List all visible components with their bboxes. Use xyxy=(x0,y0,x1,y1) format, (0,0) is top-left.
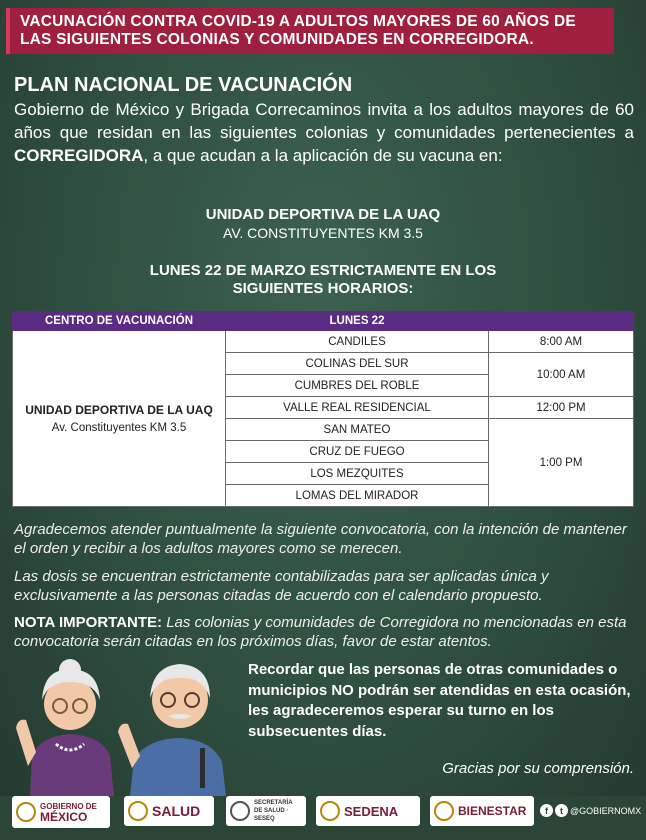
colonia-cell: LOMAS DEL MIRADOR xyxy=(226,485,489,507)
colonia-cell: VALLE REAL RESIDENCIAL xyxy=(226,397,489,419)
colonia-cell: SAN MATEO xyxy=(226,419,489,441)
sedena-label: SEDENA xyxy=(344,803,399,819)
center-name: UNIDAD DEPORTIVA DE LA UAQ xyxy=(25,403,213,417)
intro-bold-municipio: CORREGIDORA xyxy=(14,146,144,165)
bienestar-label: BIENESTAR xyxy=(458,804,527,818)
center-cell xyxy=(13,331,226,507)
hour-cell: 1:00 PM xyxy=(489,419,634,507)
footer-logos xyxy=(0,796,646,840)
gracias-text: Gracias por su comprensión. xyxy=(442,760,634,777)
colonia-cell: CUMBRES DEL ROBLE xyxy=(226,375,489,397)
date-line-2: SIGUIENTES HORARIOS: xyxy=(232,280,414,297)
social-handle: @GOBIERNOMX xyxy=(570,805,642,816)
gob-line-2: MÉXICO xyxy=(40,810,88,824)
banner-line-1: VACUNACIÓN CONTRA COVID-19 A ADULTOS MAYORES DE 60 AÑOS DE xyxy=(20,13,576,30)
gobierno-mexico-logo xyxy=(12,796,110,828)
intro-paragraph xyxy=(14,98,634,167)
intro-text-1: Gobierno de México y Brigada Correcaminos invita a los adultos mayores de 60 años que residan en las siguientes colonias y comunidades pertenecientes a xyxy=(14,100,634,142)
nota-text: Las colonias y comunidades de Corregidora no mencionadas en esta convocatoria serán citadas en los próximos días, favor de estar atentos. xyxy=(14,614,627,650)
header-hora xyxy=(489,312,634,331)
recordar-notice: Recordar que las personas de otras comunidades o municipios NO podrán ser atendidas en esta ocasión, les agradeceremos esperar su turno en los subsecuentes días. xyxy=(248,661,631,740)
intro-text-2: , a que acudan a la aplicación de su vacuna en: xyxy=(143,146,503,165)
plan-title: PLAN NACIONAL DE VACUNACIÓN xyxy=(14,74,353,96)
venue-name: UNIDAD DEPORTIVA DE LA UAQ xyxy=(205,206,441,223)
hour-cell: 12:00 PM xyxy=(489,397,634,419)
seseq-logo xyxy=(226,796,306,826)
eagle-seal-icon xyxy=(16,802,36,822)
banner-line-2: LAS SIGUIENTES COLONIAS Y COMUNIDADES EN CORREGIDORA. xyxy=(20,31,534,48)
eagle-seal-icon xyxy=(320,801,340,821)
facebook-icon[interactable]: f xyxy=(540,804,553,817)
venue-address: AV. CONSTITUYENTES KM 3.5 xyxy=(223,225,423,241)
center-address: Av. Constituyentes KM 3.5 xyxy=(51,422,187,434)
nota-importante xyxy=(14,613,634,651)
seseq-line-2: DE SALUD · SESEQ xyxy=(254,808,289,822)
header-lunes: LUNES 22 xyxy=(226,312,489,331)
nota-label: NOTA IMPORTANTE: xyxy=(14,614,163,631)
salud-label: SALUD xyxy=(152,803,201,819)
social-links xyxy=(540,804,641,817)
sedena-logo xyxy=(316,796,420,826)
twitter-icon[interactable]: t xyxy=(555,804,568,817)
salud-logo xyxy=(124,796,214,826)
date-line-1: LUNES 22 DE MARZO ESTRICTAMENTE EN LOS xyxy=(149,262,497,279)
schedule-table xyxy=(12,311,634,507)
hour-cell: 10:00 AM xyxy=(489,353,634,397)
bienestar-logo xyxy=(430,796,534,826)
colonia-cell: LOS MEZQUITES xyxy=(226,463,489,485)
table-row xyxy=(13,331,634,353)
queretaro-seal-icon xyxy=(230,801,250,821)
colonia-cell: COLINAS DEL SUR xyxy=(226,353,489,375)
eagle-seal-icon xyxy=(128,801,148,821)
hour-cell: 8:00 AM xyxy=(489,331,634,353)
paragraph-dosis: Las dosis se encuentran estrictamente contabilizadas para ser aplicadas única y exclusivamente a las personas citadas de acuerdo con el calendario propuesto. xyxy=(14,568,549,604)
header-centro: CENTRO DE VACUNACIÓN xyxy=(13,312,226,331)
table-header-row xyxy=(13,312,634,331)
colonia-cell: CRUZ DE FUEGO xyxy=(226,441,489,463)
header-banner xyxy=(6,8,614,54)
colonia-cell: CANDILES xyxy=(226,331,489,353)
gob-line-1: GOBIERNO DE xyxy=(40,802,97,811)
seseq-line-1: SECRETARÍA xyxy=(254,800,293,806)
elderly-couple-illustration xyxy=(10,648,250,796)
eagle-seal-icon xyxy=(434,801,454,821)
paragraph-agradecemos: Agradecemos atender puntualmente la siguiente convocatoria, con la intención de mantener el orden y recibir a los adultos mayores como se merecen. xyxy=(14,521,627,557)
